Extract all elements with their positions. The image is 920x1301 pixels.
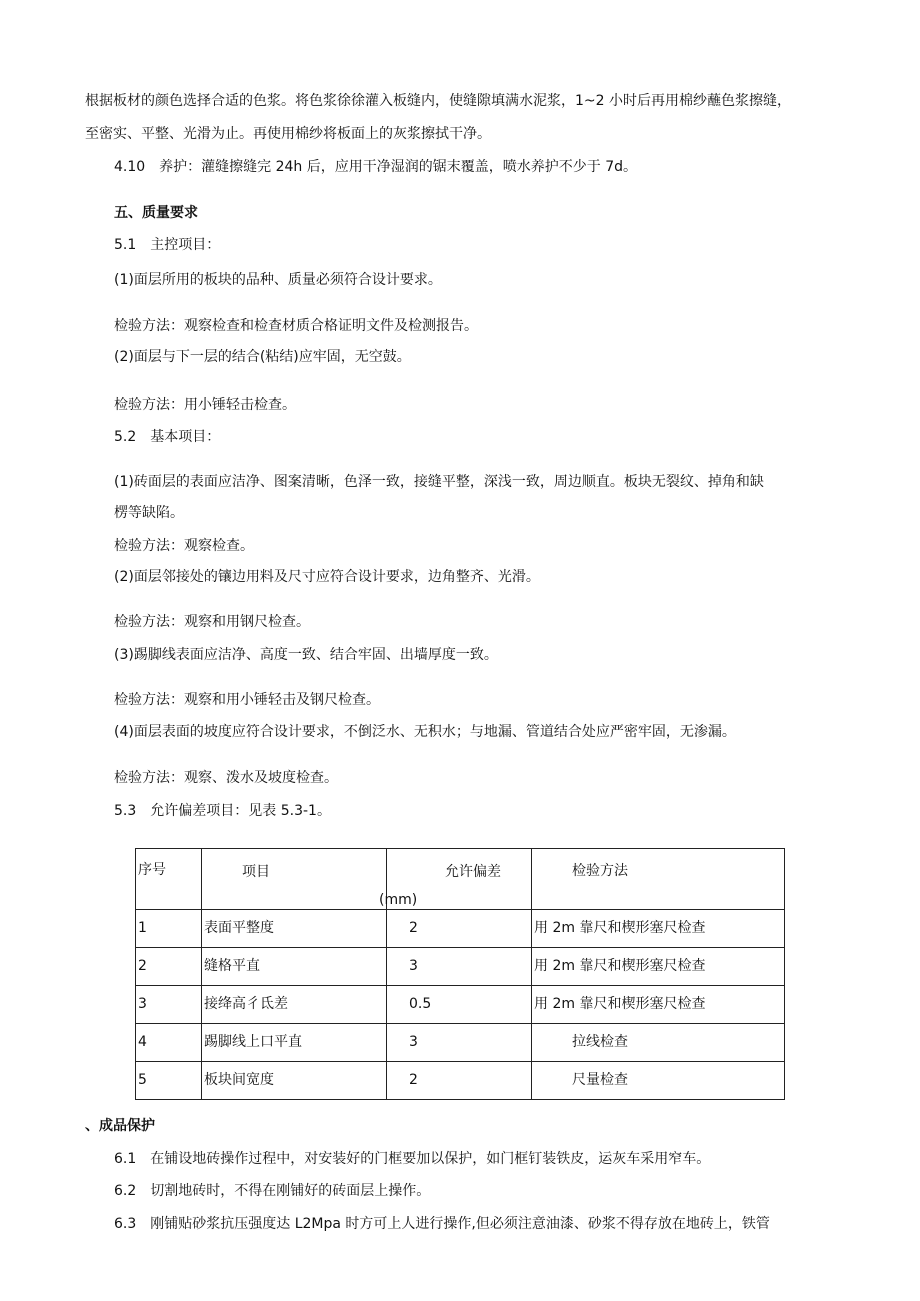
section-5-1: 5.1 主控项目： (114, 237, 221, 253)
section-4-10: 4.10 养护：灌缝擦缝完 24h 后，应用干净湿润的锯末覆盖，喷水养护不少于 7d。 (114, 159, 638, 175)
header-no-text: 序号 (138, 862, 166, 878)
row-method: 用 2m 靠尺和楔形塞尺检查 (532, 986, 785, 1024)
method-5-1-1: 检验方法：观察检查和检查材质合格证明文件及检测报告。 (114, 318, 478, 334)
header-method-text: 检验方法 (572, 863, 628, 879)
item-5-1-1: (1)面层所用的板块的品种、质量必须符合设计要求。 (114, 272, 442, 288)
row-item: 板块间宽度 (202, 1062, 387, 1100)
header-item-text: 项目 (242, 864, 270, 880)
row-tol: 3 (387, 948, 532, 986)
item-5-2-4: (4)面层表面的坡度应符合设计要求，不倒泛水、无积水；与地漏、管道结合处应严密牢固，无渗漏。 (114, 724, 736, 740)
method-5-1-2: 检验方法：用小锤轻击检查。 (114, 397, 296, 413)
section-6-heading: 、成品保护 (85, 1118, 155, 1134)
section-6-3: 6.3 刚铺贴砂浆抗压强度达 L2Mpa 时方可上人进行操作,但必须注意油漆、砂浆不得存放在地砖上，铁管 (114, 1216, 770, 1232)
header-tolerance (379, 849, 532, 910)
table-row (136, 986, 785, 1024)
header-tolerance-text: 允许偏差 (445, 864, 501, 880)
section-5-heading: 五、质量要求 (114, 205, 198, 221)
table-row (136, 948, 785, 986)
row-item: 表面平整度 (202, 910, 387, 948)
row-no: 2 (136, 948, 202, 986)
table-row (136, 1024, 785, 1062)
method-5-2-4: 检验方法：观察、泼水及坡度检查。 (114, 770, 338, 786)
tolerance-table (135, 848, 785, 1100)
para-line-2: 至密实、平整、光滑为止。再使用棉纱将板面上的灰浆擦拭干净。 (85, 126, 491, 142)
row-item: 缝格平直 (202, 948, 387, 986)
row-tol: 2 (387, 910, 532, 948)
header-method (532, 849, 785, 910)
section-5-2: 5.2 基本项目： (114, 429, 221, 445)
row-method: 用 2m 靠尺和楔形塞尺检查 (532, 948, 785, 986)
section-6-2: 6.2 切割地砖时，不得在刚铺好的砖面层上操作。 (114, 1183, 431, 1199)
method-5-2-1: 检验方法：观察检查。 (114, 538, 254, 554)
table-row (136, 1062, 785, 1100)
section-6-1: 6.1 在铺设地砖操作过程中，对安装好的门框要加以保护，如门框钉装铁皮，运灰车采用窄车。 (114, 1151, 711, 1167)
item-5-2-3: (3)踢脚线表面应洁净、高度一致、结合牢固、出墙厚度一致。 (114, 647, 498, 663)
table-row (136, 910, 785, 948)
row-tol: 2 (387, 1062, 532, 1100)
row-method: 拉线检查 (532, 1024, 785, 1062)
para-line-1: 根据板材的颜色选择合适的色浆。将色浆徐徐灌入板缝内，使缝隙填满水泥浆，1~2 小时后再用棉纱蘸色浆擦缝， (85, 93, 791, 109)
method-5-2-3: 检验方法：观察和用小锤轻击及钢尺检查。 (114, 692, 380, 708)
row-item: 踢脚线上口平直 (202, 1024, 387, 1062)
item-5-2-1: (1)砖面层的表面应洁净、图案清晰，色泽一致，接缝平整，深浅一致，周边顺直。板块无裂纹、掉角和缺 (114, 474, 764, 490)
item-5-2-1-cont: 楞等缺陷。 (114, 505, 184, 521)
row-no: 1 (136, 910, 202, 948)
row-tol: 3 (387, 1024, 532, 1062)
row-tol: 0.5 (387, 986, 532, 1024)
header-tolerance-unit: (mm) (379, 892, 418, 908)
item-5-2-2: (2)面层邻接处的镶边用料及尺寸应符合设计要求，边角整齐、光滑。 (114, 569, 540, 585)
item-5-1-2: (2)面层与下一层的结合(粘结)应牢固，无空鼓。 (114, 349, 411, 365)
row-no: 5 (136, 1062, 202, 1100)
row-no: 3 (136, 986, 202, 1024)
header-item (202, 849, 387, 910)
section-5-3: 5.3 允许偏差项目：见表 5.3-1。 (114, 803, 331, 819)
row-item: 接绛高彳氐差 (202, 986, 387, 1024)
table-header-row (136, 849, 785, 910)
row-method: 用 2m 靠尺和楔形塞尺检查 (532, 910, 785, 948)
row-no: 4 (136, 1024, 202, 1062)
header-no (136, 849, 202, 910)
row-method: 尺量检查 (532, 1062, 785, 1100)
method-5-2-2: 检验方法：观察和用钢尺检查。 (114, 614, 310, 630)
